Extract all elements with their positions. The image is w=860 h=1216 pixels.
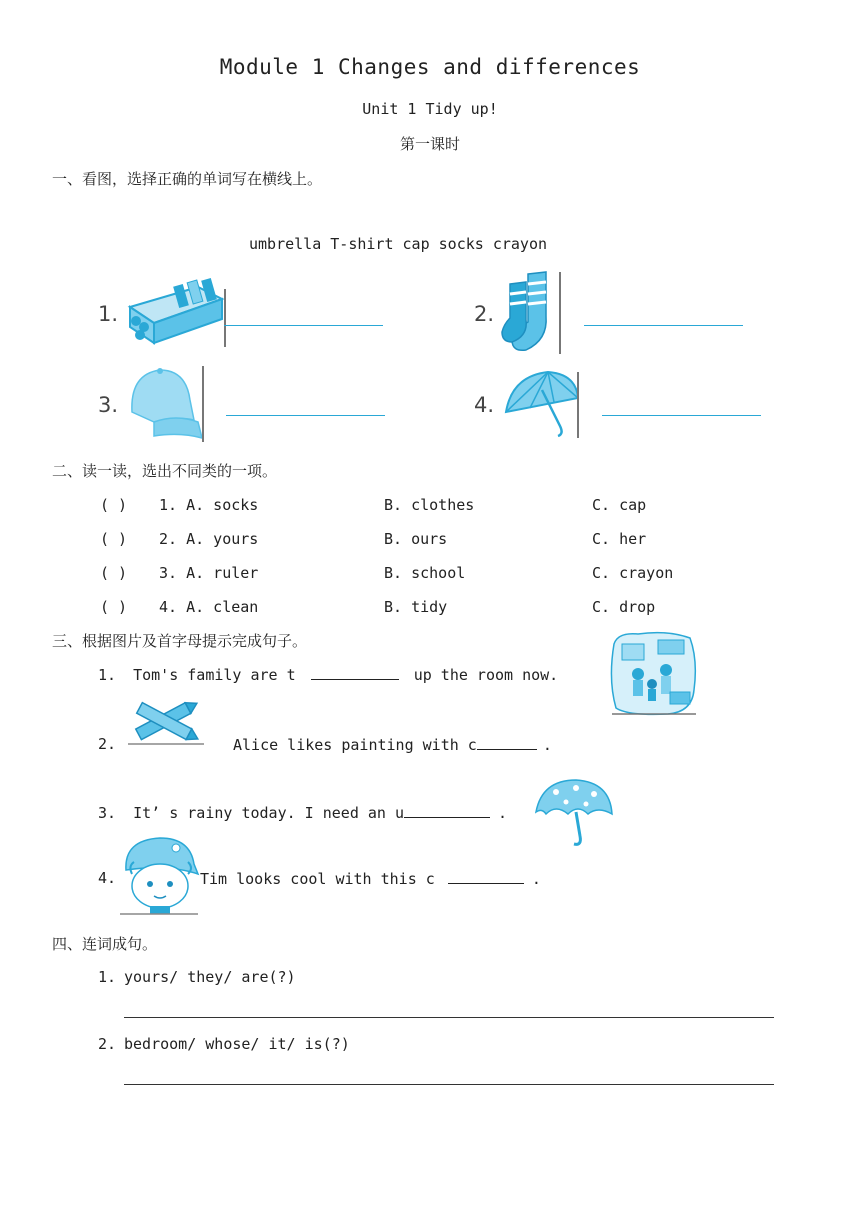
option-c: C. crayon	[592, 564, 674, 582]
lesson-label: 第一课时	[399, 135, 460, 153]
sentence-blank[interactable]	[448, 869, 524, 884]
answer-line-1[interactable]	[224, 325, 383, 326]
answer-line-3[interactable]	[226, 415, 385, 416]
sentence-text: up the room now.	[413, 666, 559, 684]
option-c: C. her	[592, 530, 647, 548]
umbrella-icon	[500, 368, 582, 442]
umbrella-icon	[532, 776, 616, 848]
option-b: B. clothes	[384, 496, 475, 514]
sentence-number: 4.	[98, 869, 117, 887]
socks-icon	[500, 270, 564, 356]
sentence-text: Alice likes painting with c	[233, 736, 477, 754]
part2-instruction: 二、读一读，选出不同类的一项。	[52, 462, 278, 480]
cap-icon	[124, 364, 206, 444]
answer-paren[interactable]: ( )	[100, 598, 128, 616]
crayons-icon	[126, 698, 206, 746]
question-text: 2. A. yours	[159, 530, 259, 548]
answer-paren[interactable]: ( )	[100, 496, 128, 514]
question-text: 1. A. socks	[159, 496, 259, 514]
boy-with-cap-icon	[118, 834, 200, 916]
sentence-number: 1.	[98, 666, 117, 684]
option-b: B. school	[384, 564, 466, 582]
page-title: Module 1 Changes and differences	[219, 55, 641, 79]
sentence-number: 1.	[98, 968, 117, 986]
sentence-4	[200, 869, 541, 888]
sentence-text: Tom's family are t	[133, 666, 296, 684]
sentence-text: Tim looks cool with this c	[200, 870, 435, 888]
item3-number: 3.	[98, 393, 119, 417]
question-text: 3. A. ruler	[159, 564, 259, 582]
answer-writing-line[interactable]	[124, 1084, 774, 1085]
sentence-1	[98, 665, 558, 684]
word-bank: umbrella T-shirt cap socks crayon	[249, 235, 548, 253]
unit-title: Unit 1 Tidy up!	[362, 100, 498, 118]
scrambled-words: bedroom/ whose/ it/ is(?)	[124, 1035, 350, 1053]
part1-instruction: 一、看图，选择正确的单词写在横线上。	[52, 170, 323, 188]
option-b: B. ours	[384, 530, 448, 548]
part3-instruction: 三、根据图片及首字母提示完成句子。	[52, 632, 308, 650]
sentence-text: It’ s rainy today. I need an u	[133, 804, 405, 822]
sentence-text: .	[498, 804, 508, 822]
sentence-blank[interactable]	[477, 735, 537, 750]
sentence-number: 2.	[98, 1035, 117, 1053]
family-tidying-picture	[608, 630, 698, 716]
part4-instruction: 四、连词成句。	[52, 935, 158, 953]
answer-line-4[interactable]	[602, 415, 761, 416]
option-b: B. tidy	[384, 598, 448, 616]
scrambled-words: yours/ they/ are(?)	[124, 968, 296, 986]
item2-number: 2.	[474, 302, 495, 326]
crayon-box-icon	[124, 277, 228, 349]
sentence-blank[interactable]	[311, 665, 399, 680]
question-text: 4. A. clean	[159, 598, 259, 616]
sentence-3	[98, 803, 507, 822]
item4-number: 4.	[474, 393, 495, 417]
sentence-number: 3.	[98, 804, 117, 822]
option-c: C. drop	[592, 598, 656, 616]
answer-line-2[interactable]	[584, 325, 743, 326]
sentence-2	[233, 735, 552, 754]
sentence-number: 2.	[98, 735, 117, 753]
item1-number: 1.	[98, 302, 119, 326]
sentence-blank[interactable]	[404, 803, 490, 818]
sentence-text: .	[542, 736, 552, 754]
answer-paren[interactable]: ( )	[100, 530, 128, 548]
answer-writing-line[interactable]	[124, 1017, 774, 1018]
option-c: C. cap	[592, 496, 647, 514]
sentence-text: .	[531, 870, 541, 888]
answer-paren[interactable]: ( )	[100, 564, 128, 582]
